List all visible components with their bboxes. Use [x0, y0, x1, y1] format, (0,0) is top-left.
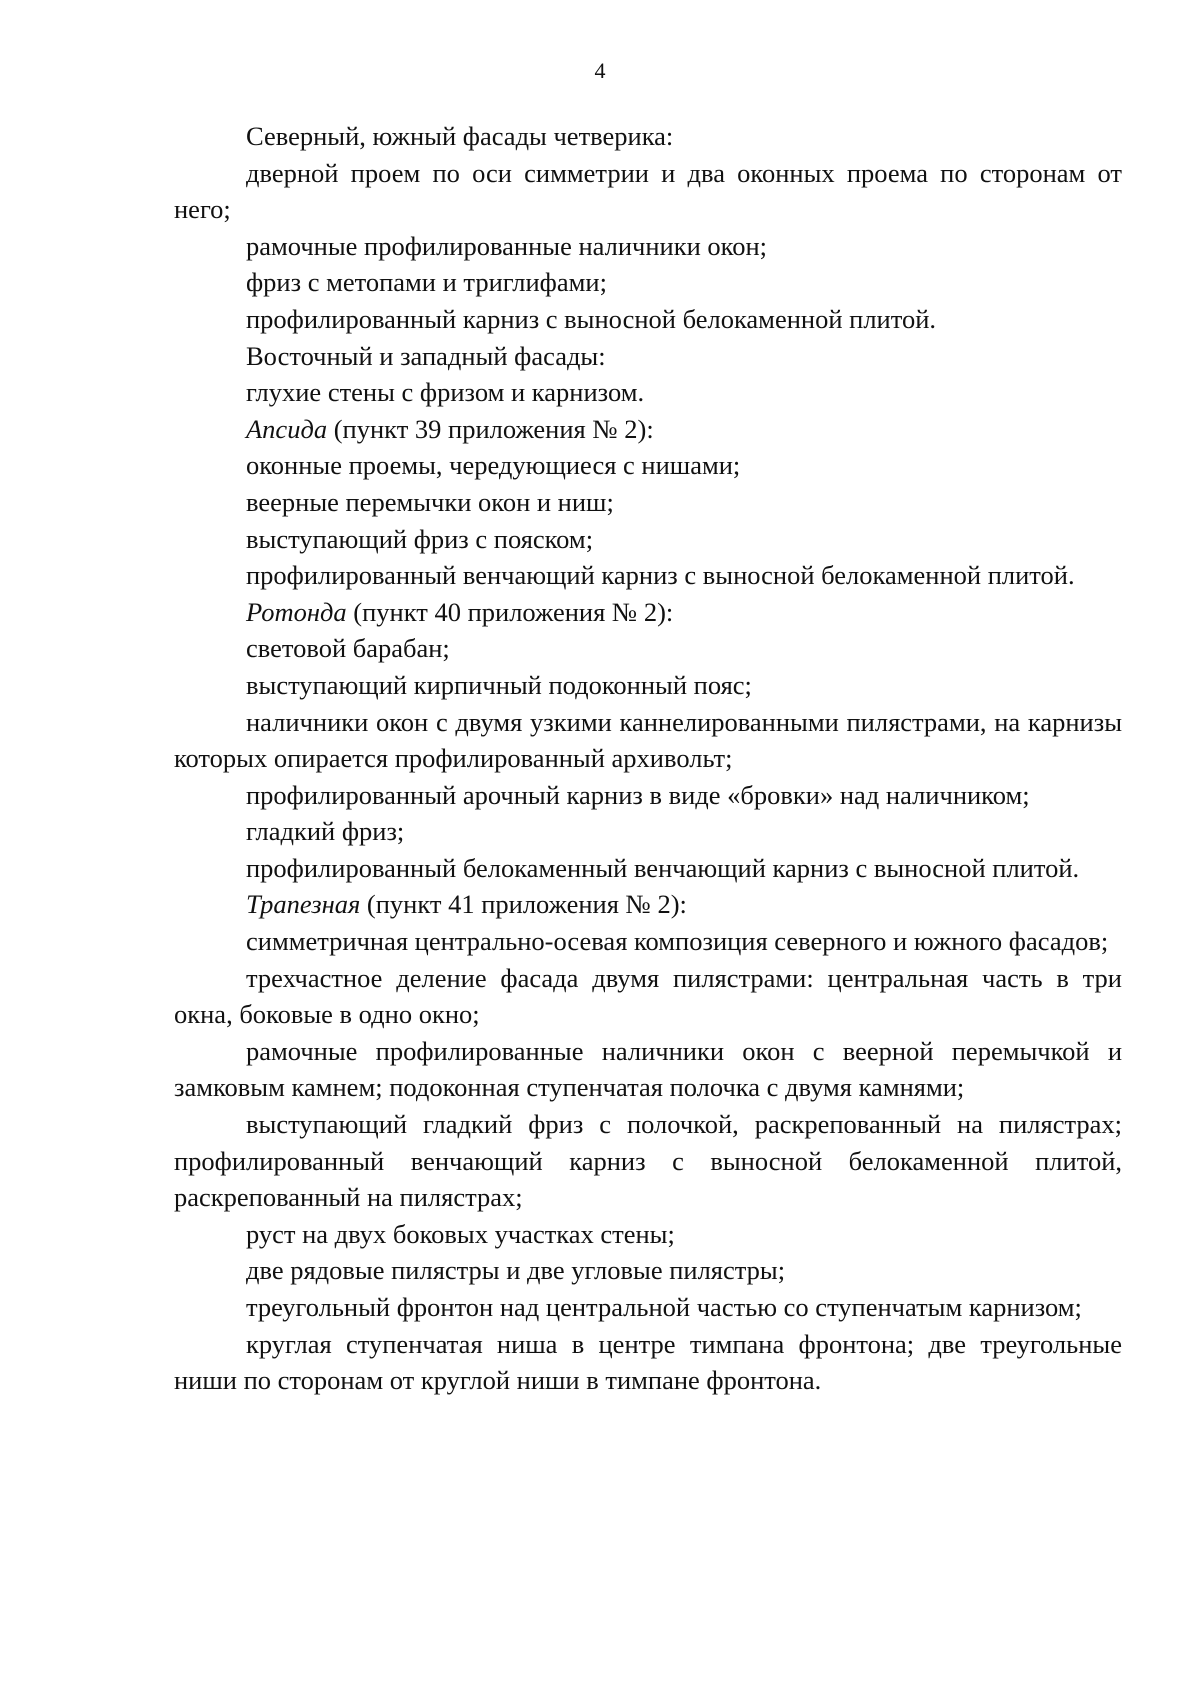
section-heading: Трапезная	[246, 889, 361, 920]
section-heading-paragraph	[174, 594, 1122, 631]
paragraph: гладкий фриз;	[246, 816, 405, 847]
section-heading: Ротонда	[246, 596, 347, 627]
document-body	[174, 118, 1122, 1399]
paragraph: профилированный венчающий карниз с выносной белокаменной плитой.	[246, 560, 1075, 591]
page-number: 4	[594, 58, 606, 83]
paragraph: веерные перемычки окон и ниш;	[246, 486, 614, 517]
paragraph: треугольный фронтон над центральной частью со ступенчатым карнизом;	[246, 1292, 1082, 1322]
paragraph: наличники окон с двумя узкими каннелированными пилястрами, на карнизы которых опирается профилированный архивольт;	[174, 706, 1122, 774]
paragraph: профилированный белокаменный венчающий карниз с выносной плитой.	[246, 852, 1080, 883]
section-reference: (пункт 41 приложения № 2):	[360, 889, 687, 920]
paragraph: трехчастное деление фасада двумя пилястрами: центральная часть в три окна, боковые в одно окно;	[174, 962, 1122, 1030]
section-reference: (пункт 39 приложения № 2):	[327, 413, 654, 444]
paragraph: выступающий гладкий фриз с полочкой, раскрепованный на пилястрах; профилированный венчающий карниз с выносной белокаменной плитой, раскрепованный на пилястрах;	[174, 1109, 1122, 1213]
paragraph: Северный, южный фасады четверика:	[246, 121, 674, 151]
paragraph: круглая ступенчатая ниша в центре тимпана фронтона; две треугольные ниши по сторонам от круглой ниши в тимпане фронтона.	[174, 1328, 1122, 1396]
section-heading: Апсида	[246, 413, 328, 444]
section-heading-paragraph	[174, 886, 1122, 923]
paragraph: симметричная центрально-осевая композиция северного и южного фасадов;	[246, 926, 1109, 957]
paragraph: рамочные профилированные наличники окон с веерной перемычкой и замковым камнем; подоконная ступенчатая полочка с двумя камнями;	[174, 1035, 1122, 1103]
paragraph: глухие стены с фризом и карнизом.	[246, 377, 645, 408]
paragraph: руст на двух боковых участках стены;	[246, 1218, 675, 1249]
paragraph: фриз с метопами и триглифами;	[246, 267, 607, 298]
paragraph: Восточный и западный фасады:	[246, 340, 606, 371]
paragraph: рамочные профилированные наличники окон;	[246, 230, 767, 261]
paragraph: выступающий фриз с пояском;	[246, 523, 594, 554]
section-heading-paragraph	[174, 411, 1122, 448]
paragraph: световой барабан;	[246, 633, 450, 664]
paragraph: две рядовые пилястры и две угловые пилястры;	[246, 1255, 786, 1286]
paragraph: профилированный карниз с выносной белокаменной плитой.	[246, 303, 937, 334]
paragraph: оконные проемы, чередующиеся с нишами;	[246, 450, 741, 481]
paragraph: профилированный арочный карниз в виде «бровки» над наличником;	[246, 779, 1030, 810]
section-reference: (пункт 40 приложения № 2):	[346, 596, 674, 627]
paragraph: выступающий кирпичный подоконный пояс;	[246, 669, 752, 700]
paragraph: дверной проем по оси симметрии и два оконных проема по сторонам от него;	[174, 157, 1122, 225]
